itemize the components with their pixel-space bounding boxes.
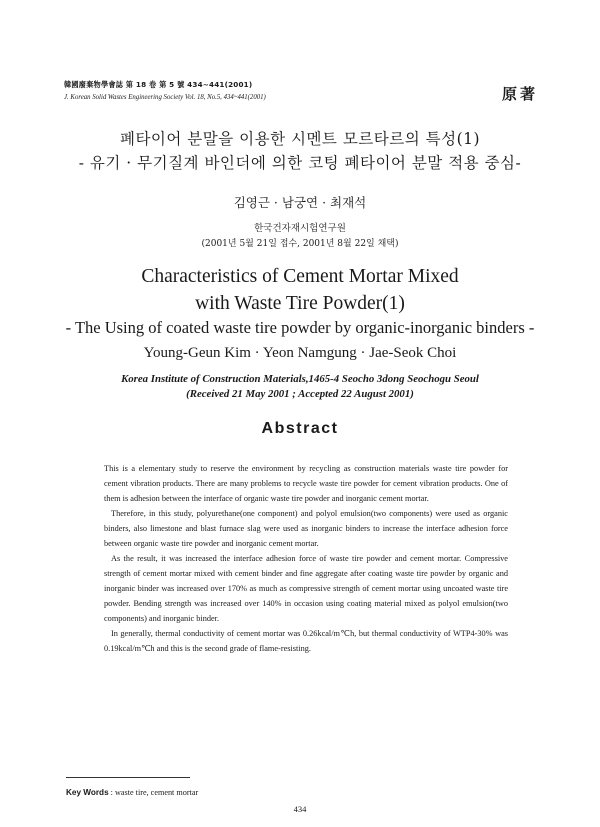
authors-english: Young-Geun Kim · Yeon Namgung · Jae-Seok Choi	[143, 345, 457, 361]
subtitle-english: - The Using of coated waste tire powder by organic-inorganic binders -	[65, 318, 535, 337]
keywords-value: : waste tire, cement mortar	[108, 788, 199, 797]
title-english-line1: Characteristics of Cement Mortar Mixed	[141, 266, 459, 287]
dates-english: (Received 21 May 2001 ; Accepted 22 August 2001)	[186, 388, 414, 400]
page-number: 434	[293, 804, 307, 814]
keywords-label: Key Words	[66, 788, 109, 797]
abstract-paragraph: As the result, it was increased the interface adhesion force of waste tire powder and cement mortar. Compressive strength of cement mortar mixed with cement binder and fine aggregate after coating waste tire powder by organic and inorganic binder was increased over 170% as much as compressive strength of cement mortar using uncoated waste tire powder. Bending strength was increased over 140% in occasion using coating material mixed as polyol emulsion(two components) and inorganic binder.	[104, 554, 508, 623]
subtitle-korean: - 유기 · 무기질계 바인더에 의한 코팅 폐타이어 분말 적용 중심-	[78, 154, 522, 172]
abstract-paragraph: In generally, thermal conductivity of cement mortar was 0.26kcal/m℃h, but thermal conductivity of WTP4-30% was 0.19kcal/m℃h and this is the second grade of flame-resisting.	[104, 629, 508, 653]
abstract-body	[104, 461, 508, 656]
journal-citation-english: J. Korean Solid Wastes Engineering Society Vol. 18, No.5, 434~441(2001)	[64, 94, 266, 101]
article-type-badge: 原著	[501, 85, 538, 103]
journal-citation-korean: 韓國廢棄物學會誌 第 18 卷 第 5 號 434~441(2001)	[64, 80, 253, 89]
abstract-heading: Abstract	[261, 420, 339, 437]
footnote-divider	[66, 777, 190, 778]
authors-korean: 김영근 · 남궁연 · 최재석	[233, 195, 367, 210]
abstract-paragraph: Therefore, in this study, polyurethane(one component) and polyol emulsion(two components) were used as organic binders, also limestone and blast furnace slag were used as inorganic binders to increase the interface adhesion force between organic waste tire powder and inorganic cement mortar.	[104, 509, 508, 548]
keywords	[66, 788, 198, 797]
title-korean: 폐타이어 분말을 이용한 시멘트 모르타르의 특성(1)	[119, 130, 481, 148]
affiliation-korean: 한국건자재시험연구원	[254, 223, 346, 234]
dates-korean: (2001년 5월 21일 접수, 2001년 8월 22일 채택)	[201, 239, 399, 249]
abstract-paragraph: This is a elementary study to reserve the environment by recycling as construction materials waste tire powder for cement vibration products. There are many problems to recycle waste tire powder for cement vibration products. One of them is adhesion between the interface of organic waste tire powder and inorganic cement mortar.	[104, 464, 508, 503]
title-english-line2: with Waste Tire Powder(1)	[195, 293, 405, 314]
affiliation-english: Korea Institute of Construction Materials,1465-4 Seocho 3dong Seochogu Seoul	[121, 373, 479, 385]
